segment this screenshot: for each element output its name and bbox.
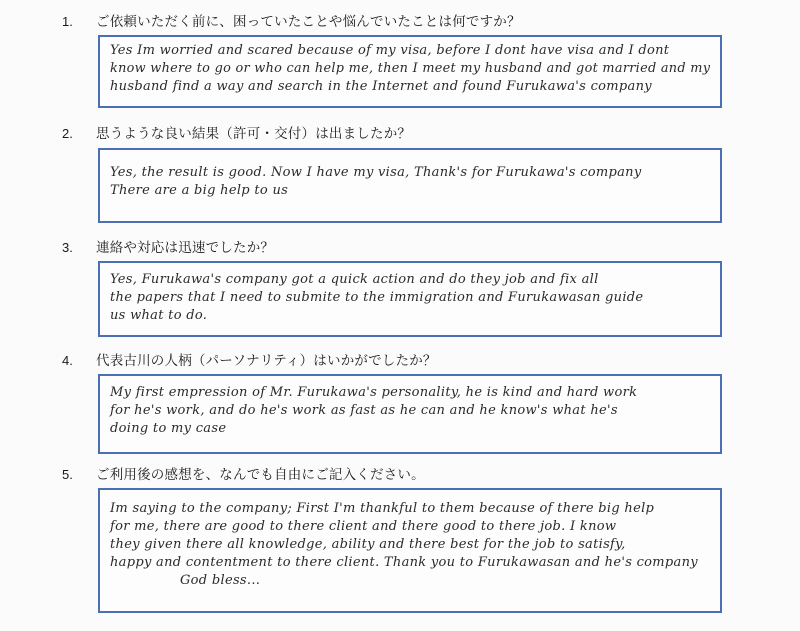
answer-line: happy and contentment to there client. Thank you to Furukawasan and he's company	[110, 555, 698, 570]
answer-box	[98, 35, 722, 108]
question-number: 5.	[62, 467, 73, 482]
question-number: 2.	[62, 126, 73, 141]
answer-line: husband find a way and search in the Internet and found Furukawa's company	[110, 79, 652, 94]
answer-box	[98, 374, 722, 454]
answer-line: Yes, Furukawa's company got a quick action and do they job and fix all	[110, 272, 599, 287]
question-number: 1.	[62, 14, 73, 29]
answer-line: doing to my case	[110, 421, 227, 436]
question-text: 思うような良い結果（許可・交付）は出ましたか？	[96, 126, 412, 142]
answer-box	[98, 488, 722, 613]
question-number: 3.	[62, 240, 73, 255]
answer-line: My first empression of Mr. Furukawa's personality, he is kind and hard work	[110, 385, 638, 400]
answer-box	[98, 261, 722, 337]
answer-box	[98, 148, 722, 223]
answer-line: the papers that I need to submite to the immigration and Furukawasan guide	[110, 290, 644, 305]
answer-line: There are a big help to us	[110, 183, 289, 198]
answer-line: know where to go or who can help me, then I meet my husband and got married and my	[110, 61, 711, 76]
answer-line: us what to do.	[110, 308, 208, 323]
question-text: ご利用後の感想を、なんでも自由にご記入ください。	[96, 467, 425, 483]
question-text: 代表古川の人柄（パーソナリティ）はいかがでしたか？	[96, 353, 437, 369]
answer-line: for me, there are good to there client and there good to there job. I know	[110, 519, 617, 534]
answer-line: Yes Im worried and scared because of my visa, before I dont have visa and I dont	[110, 43, 670, 58]
answer-line: for he's work, and do he's work as fast as he can and he know's what he's	[110, 403, 618, 418]
answer-line: Im saying to the company; First I'm thankful to them because of there big help	[110, 501, 655, 516]
answer-line: God bless...	[180, 573, 261, 588]
question-text: ご依頼いただく前に、困っていたことや悩んでいたことは何ですか？	[96, 14, 521, 30]
question-text: 連絡や対応は迅速でしたか？	[96, 240, 275, 256]
question-number: 4.	[62, 353, 73, 368]
answer-line: Yes, the result is good. Now I have my visa, Thank's for Furukawa's company	[110, 165, 642, 180]
answer-line: they given there all knowledge, ability and there best for the job to satisfy,	[110, 537, 626, 552]
